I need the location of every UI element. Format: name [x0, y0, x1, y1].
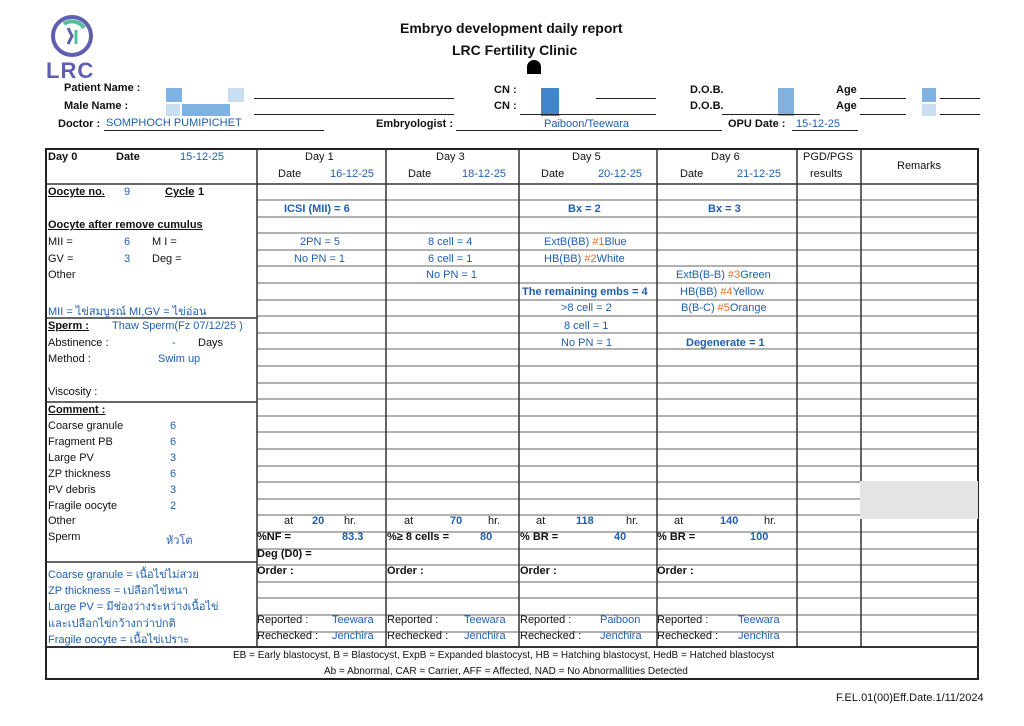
d5-at: at [536, 515, 546, 527]
d3-8cell: 8 cell = 4 [428, 236, 473, 248]
d3-stat-label: %≥ 8 cells = [387, 531, 449, 543]
day5-date-label: Date [541, 168, 565, 180]
d3-hr-value: 70 [450, 515, 463, 527]
d3-at: at [404, 515, 414, 527]
d3-reported-label: Reported : [387, 614, 439, 626]
opu-field[interactable] [792, 130, 858, 131]
abstinence-value: - [172, 337, 176, 349]
d5-gt8: >8 cell = 2 [561, 302, 612, 314]
age-label-2: Age [836, 100, 857, 112]
d5-hr: hr. [626, 515, 639, 527]
male-name-field[interactable] [254, 114, 454, 115]
sperm-value: Thaw Sperm(Fz 07/12/25 ) [112, 320, 243, 332]
d6-e5-color: Orange [729, 302, 767, 314]
clinic-logo [44, 14, 100, 84]
day0-label: Day 0 [48, 151, 78, 163]
d6-e3-num: #3 [727, 269, 741, 281]
logo-icon [46, 14, 98, 58]
redacted-block [166, 104, 180, 116]
day0-date-label: Date [116, 151, 140, 163]
comment-label: Fragment PB [48, 436, 113, 448]
d6-e5-grade: B(B-C) [681, 302, 715, 314]
day3-header: Day 3 [436, 151, 465, 163]
redacted-block [922, 104, 936, 116]
mii-value: 6 [124, 236, 131, 248]
male-name-label: Male Name : [64, 100, 129, 112]
cn-field-2[interactable] [520, 114, 656, 115]
d6-reported-label: Reported : [657, 614, 709, 626]
age-field-3[interactable] [860, 114, 906, 115]
pgd-results-header: results [810, 168, 843, 180]
d3-hr: hr. [488, 515, 501, 527]
redacted-block [228, 88, 244, 102]
pgd-header: PGD/PGS [803, 151, 854, 163]
d6-embryo-4 [680, 286, 764, 298]
d6-e4-color: Yellow [732, 286, 764, 298]
d5-stat-value: 40 [614, 531, 627, 543]
redacted-block [778, 88, 794, 104]
glossary-line: Large PV = มีช่องว่างระหว่างเนื้อไข่ [48, 601, 219, 613]
gv-label: GV = [48, 253, 74, 265]
day3-date-label: Date [408, 168, 432, 180]
deg-label: Deg = [152, 253, 182, 265]
sperm2-value: หัวโต [166, 535, 193, 547]
cycle-value: 1 [198, 186, 205, 198]
comment-label: Comment : [48, 404, 106, 416]
comment-value: 3 [170, 484, 177, 496]
comment-value: 3 [170, 452, 177, 464]
legend-line-1: EB = Early blastocyst, B = Blastocyst, ExpB = Expanded blastocyst, HB = Hatching blastocyst, HedB = Hatched blastocyst [233, 650, 775, 661]
d5-hr-value: 118 [576, 515, 594, 527]
comment-label: ZP thickness [48, 468, 111, 480]
report-title: Embryo development daily report [400, 20, 623, 36]
d5-e1-num: #1 [592, 236, 605, 248]
age-field-4[interactable] [940, 114, 980, 115]
d6-e4-num: #4 [720, 286, 733, 298]
d1-reported: Teewara [332, 614, 374, 626]
d6-hr-value: 140 [720, 515, 739, 527]
cn-field[interactable] [596, 98, 656, 99]
d5-reported: Paiboon [600, 614, 641, 626]
patient-name-label: Patient Name : [64, 82, 141, 94]
d5-embryo-1 [544, 236, 627, 248]
d1-deg-d0: Deg (D0) = [257, 548, 312, 560]
day6-date-label: Date [680, 168, 704, 180]
d5-e1-color: Blue [604, 236, 627, 248]
d6-rechecked-label: Rechecked : [657, 630, 719, 642]
redacted-block [922, 88, 936, 102]
d1-hr-value: 20 [312, 515, 325, 527]
d5-e2-num: #2 [584, 253, 597, 265]
day5-date: 20-12-25 [598, 168, 643, 180]
d1-stat-label: %NF = [257, 531, 291, 543]
d6-at: at [674, 515, 684, 527]
redaction-mark [527, 60, 541, 74]
abstinence-label: Abstinence : [48, 337, 109, 349]
d6-e4-grade: HB(BB) [680, 286, 718, 298]
gv-value: 3 [124, 253, 131, 265]
d5-rechecked: Jenchira [600, 630, 642, 642]
comment-label: Coarse granule [48, 420, 124, 432]
redacted-remark [860, 481, 978, 519]
cycle-label: Cycle [165, 186, 195, 198]
d6-rechecked: Jenchira [738, 630, 780, 642]
d3-6cell: 6 cell = 1 [428, 253, 473, 265]
d6-order: Order : [657, 565, 694, 577]
d6-embryo-5 [681, 302, 767, 314]
days-label: Days [198, 337, 224, 349]
d3-rechecked-label: Rechecked : [387, 630, 449, 642]
d6-e3-grade: ExtB(B-B) [676, 269, 725, 281]
d5-reported-label: Reported : [520, 614, 572, 626]
glossary-line: Fragile oocyte = เนื้อไข่เปราะ [48, 634, 190, 646]
d5-embryo-2 [544, 253, 625, 265]
age-label: Age [836, 84, 857, 96]
day3-date: 18-12-25 [462, 168, 507, 180]
d5-order: Order : [520, 565, 557, 577]
day6-header: Day 6 [711, 151, 740, 163]
d3-order: Order : [387, 565, 424, 577]
doctor-field[interactable] [104, 130, 324, 131]
oocyte-no-value: 9 [124, 186, 131, 198]
logo-text: LRC [46, 58, 95, 83]
day1-header: Day 1 [305, 151, 334, 163]
redacted-block [541, 88, 559, 104]
sperm-label: Sperm : [48, 320, 89, 332]
d5-rechecked-label: Rechecked : [520, 630, 582, 642]
d5-remaining: The remaining embs = 4 [522, 286, 648, 298]
d6-hr: hr. [764, 515, 777, 527]
d5-bx: Bx = 2 [568, 203, 601, 215]
embryologist-label: Embryologist : [376, 118, 454, 130]
d1-stat-value: 83.3 [342, 531, 364, 543]
comment-value: 2 [170, 500, 177, 512]
form-code: F.EL.01(00)Eff.Date.1/11/2024 [836, 692, 984, 704]
d5-e2-color: White [596, 253, 625, 265]
d1-nopn: No PN = 1 [294, 253, 346, 265]
glossary-line: ZP thickness = เปลือกไข่หนา [48, 585, 189, 597]
d6-stat-label: % BR = [657, 531, 696, 543]
embryologist-field[interactable] [456, 130, 722, 131]
glossary-line: Coarse granule = เนื้อไข่ไม่สวย [48, 569, 199, 581]
clinic-name: LRC Fertility Clinic [452, 42, 578, 58]
method-label: Method : [48, 353, 91, 365]
comment-value: 6 [170, 420, 177, 432]
d3-rechecked: Jenchira [464, 630, 506, 642]
comment-label: Large PV [48, 452, 94, 464]
d1-rechecked-label: Rechecked : [257, 630, 319, 642]
doctor-label: Doctor : [58, 118, 101, 130]
d6-reported: Teewara [738, 614, 780, 626]
method-value: Swim up [158, 353, 201, 365]
opu-value: 15-12-25 [796, 118, 841, 130]
d1-hr: hr. [344, 515, 357, 527]
patient-name-field[interactable] [254, 98, 454, 99]
legend-line-2: Ab = Abnormal, CAR = Carrier, AFF = Affected, NAD = No Abnormallities Detected [324, 666, 688, 677]
thai-note: MII = ไข่สมบูรณ์ MI,GV = ไข่อ่อน [48, 306, 207, 318]
day5-header: Day 5 [572, 151, 601, 163]
d5-e2-grade: HB(BB) [544, 253, 582, 265]
d6-e3-color: Green [740, 269, 771, 281]
d3-stat-value: 80 [480, 531, 493, 543]
embryologist-value: Paiboon/Teewara [544, 118, 630, 130]
d5-e1-grade: ExtB(BB) [544, 236, 590, 248]
cn-label: CN : [494, 84, 517, 96]
d1-at: at [284, 515, 294, 527]
day1-date-label: Date [278, 168, 302, 180]
oocyte-no-label: Oocyte no. [48, 186, 105, 198]
sperm2-label: Sperm [48, 531, 81, 543]
after-cumulus-label: Oocyte after remove cumulus [48, 219, 203, 231]
d6-stat-value: 100 [750, 531, 769, 543]
d1-2pn: 2PN = 5 [300, 236, 341, 248]
doctor-value: SOMPHOCH PUMIPICHET [106, 117, 242, 129]
redacted-block [182, 104, 230, 116]
d3-nopn: No PN = 1 [426, 269, 478, 281]
other-label: Other [48, 269, 76, 281]
d5-nopn: No PN = 1 [561, 337, 613, 349]
mi-label: M I = [152, 236, 177, 248]
day6-date: 21-12-25 [737, 168, 782, 180]
cn-label-2: CN : [494, 100, 517, 112]
d1-icsi: ICSI (MII) = 6 [284, 203, 350, 215]
d6-degenerate: Degenerate = 1 [686, 337, 765, 349]
d6-bx: Bx = 3 [708, 203, 741, 215]
d5-8cell: 8 cell = 1 [564, 320, 609, 332]
day1-date: 16-12-25 [330, 168, 375, 180]
dob-field-2[interactable] [722, 114, 820, 115]
d6-e5-num: #5 [717, 302, 730, 314]
dob-label: D.O.B. [690, 84, 724, 96]
viscosity-label: Viscosity : [48, 386, 98, 398]
opu-label: OPU Date : [728, 118, 786, 130]
dob-label-2: D.O.B. [690, 100, 724, 112]
other2-label: Other [48, 515, 76, 527]
comment-value: 6 [170, 436, 177, 448]
day0-date: 15-12-25 [180, 151, 225, 163]
d1-rechecked: Jenchira [332, 630, 374, 642]
mii-label: MII = [48, 236, 73, 248]
d1-reported-label: Reported : [257, 614, 309, 626]
d1-order: Order : [257, 565, 294, 577]
d3-reported: Teewara [464, 614, 506, 626]
comment-value: 6 [170, 468, 177, 480]
age-field-2[interactable] [940, 98, 980, 99]
d6-embryo-3 [676, 269, 771, 281]
remarks-header: Remarks [897, 160, 942, 172]
d5-stat-label: % BR = [520, 531, 559, 543]
comment-label: Fragile oocyte [48, 500, 118, 512]
age-field[interactable] [860, 98, 906, 99]
redacted-block [166, 88, 182, 102]
glossary-line: และเปลือกไข่กว้างกว่าปกติ [48, 618, 176, 630]
comment-label: PV debris [48, 484, 96, 496]
